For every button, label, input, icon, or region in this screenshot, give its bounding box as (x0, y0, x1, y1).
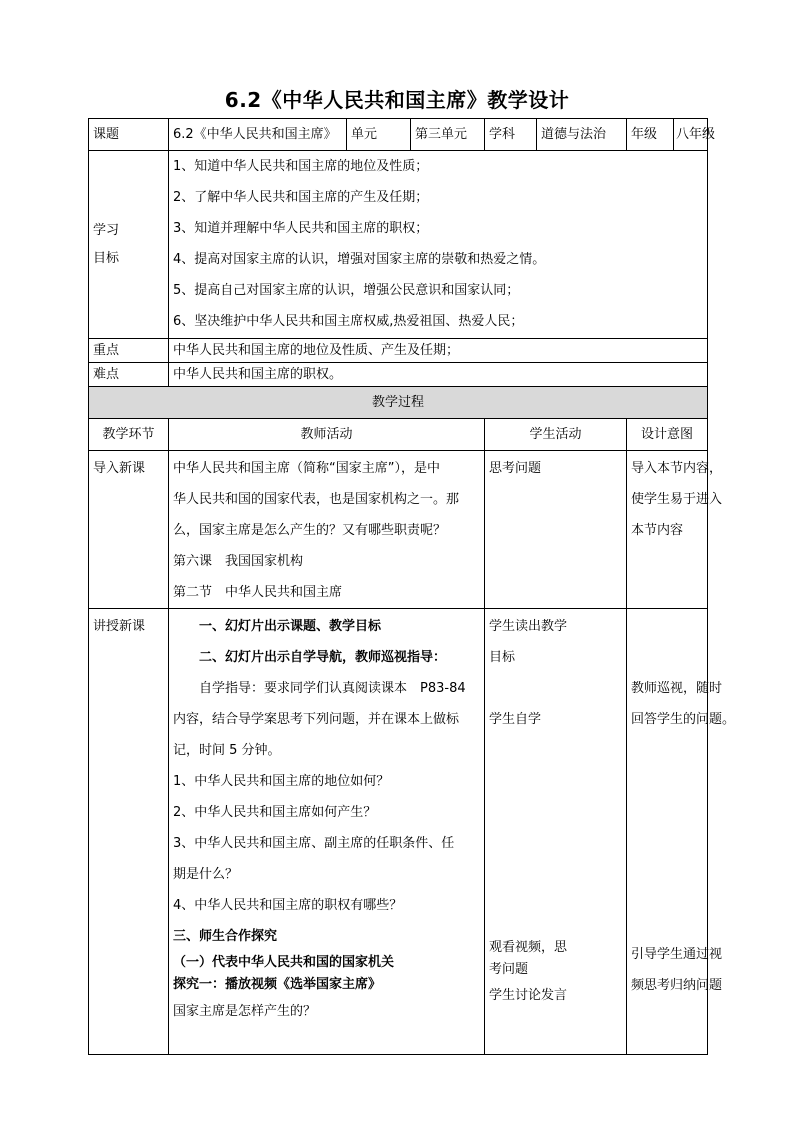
lecture-question-3b: 期是什么？ (173, 867, 239, 882)
lecture-question-3a: 3、中华人民共和国主席、副主席的任职条件、任 (173, 836, 455, 851)
grade-label: 年级 (627, 119, 674, 151)
lecture-student (485, 609, 627, 1055)
process-heading-row (89, 387, 708, 419)
intro-teacher-line: 第二节 中华人民共和国主席 (173, 585, 343, 600)
lecture-question-1: 1、中华人民共和国主席的地位如何？ (173, 774, 390, 789)
lecture-row (89, 609, 708, 1055)
goal-item: 5、提高自己对国家主席的认识，增强公民意识和国家认同； (173, 283, 520, 298)
intro-teacher-line: 么，国家主席是怎么产生的？又有哪些职责呢？ (173, 523, 447, 538)
lecture-student-3 (489, 937, 567, 1007)
intro-stage: 导入新课 (89, 451, 169, 609)
lecture-student-4: 学生讨论发言 (489, 988, 568, 1003)
header-row (89, 119, 708, 151)
process-heading: 教学过程 (89, 387, 708, 419)
intro-teacher-line: 第六课 我国国家机构 (173, 554, 304, 569)
lecture-student-3b: 考问题 (489, 962, 529, 977)
difficult-point-value: 中华人民共和国主席的职权。 (169, 363, 708, 387)
key-point-row (89, 339, 708, 363)
intro-teacher (169, 451, 485, 609)
unit-label: 单元 (347, 119, 411, 151)
goals-row (89, 151, 708, 339)
key-point-label: 重点 (89, 339, 169, 363)
intro-design-line: 使学生易于进入 (631, 492, 723, 507)
goal-item: 2、了解中华人民共和国主席的产生及任期； (173, 190, 429, 205)
process-columns-row (89, 419, 708, 451)
lecture-guide-2: 内容，结合导学案思考下列问题，并在课本上做标 (173, 712, 460, 727)
intro-teacher-line: 华人民共和国的国家代表，也是国家机构之一。那 (173, 492, 460, 507)
goal-item: 4、提高对国家主席的认识，增强对国家主席的崇敬和热爱之情。 (173, 252, 546, 267)
col-stage: 教学环节 (89, 419, 169, 451)
intro-design-line: 导入本节内容， (631, 461, 723, 476)
subject-label: 学科 (485, 119, 537, 151)
difficult-point-row (89, 363, 708, 387)
intro-teacher-line: 中华人民共和国主席（简称“国家主席”），是中 (173, 461, 440, 476)
unit-value: 第三单元 (411, 119, 485, 151)
lecture-teacher (169, 609, 485, 1055)
lecture-step-1: 一、幻灯片出示课题、教学目标 (199, 619, 382, 634)
difficult-point-label: 难点 (89, 363, 169, 387)
lecture-design-1a: 教师巡视，随时 (631, 681, 723, 696)
lecture-design-2b: 频思考归纳问题 (631, 978, 723, 993)
col-design: 设计意图 (627, 419, 708, 451)
intro-row (89, 451, 708, 609)
key-point-value: 中华人民共和国主席的地位及性质、产生及任期； (169, 339, 708, 363)
document-title: 6.2《中华人民共和国主席》教学设计 (224, 88, 570, 112)
intro-student: 思考问题 (485, 451, 627, 609)
lecture-guide-1: 自学指导：要求同学们认真阅读课本 P83-84 (199, 681, 466, 696)
lecture-student-3a: 观看视频，思 (489, 940, 568, 955)
col-teacher: 教师活动 (169, 419, 485, 451)
goals-label-line2: 目标 (93, 250, 120, 266)
lecture-question-2: 2、中华人民共和国主席如何产生？ (173, 805, 377, 820)
lecture-step-2: 二、幻灯片出示自学导航，教师巡视指导： (199, 650, 447, 665)
intro-design-line: 本节内容 (631, 523, 684, 538)
lecture-stage: 讲授新课 (89, 609, 169, 1055)
lecture-student-1b: 目标 (489, 650, 516, 665)
lecture-design-2a: 引导学生通过视 (631, 947, 723, 962)
lesson-plan-table (88, 118, 736, 1055)
lecture-step-3: 三、师生合作探究 (173, 929, 278, 944)
lecture-design (627, 609, 736, 1055)
lecture-section-1: （一）代表中华人民共和国的国家机关 (173, 955, 395, 970)
col-student: 学生活动 (485, 419, 627, 451)
lecture-student-2: 学生自学 (489, 712, 542, 727)
lecture-student-1a: 学生读出教学 (489, 619, 568, 634)
goal-item: 1、知道中华人民共和国主席的地位及性质； (173, 159, 429, 174)
lecture-explore-1: 探究一：播放视频《选举国家主席》 (173, 977, 382, 992)
goals-label-line1: 学习 (93, 222, 120, 238)
grade-value: 八年级 (674, 119, 708, 151)
lecture-design-2 (631, 939, 722, 1001)
goal-item: 6、坚决维护中华人民共和国主席权威,热爱祖国、热爱人民； (173, 314, 524, 329)
topic-value: 6.2《中华人民共和国主席》 (169, 119, 347, 151)
goal-item: 3、知道并理解中华人民共和国主席的职权； (173, 221, 429, 236)
goals-label (89, 151, 169, 339)
lecture-explore-question: 国家主席是怎样产生的？ (173, 1004, 317, 1019)
intro-design (627, 451, 723, 609)
lecture-question-4: 4、中华人民共和国主席的职权有哪些？ (173, 898, 403, 913)
subject-value: 道德与法治 (537, 119, 627, 151)
lecture-guide-3: 记，时间 5 分钟。 (173, 743, 281, 758)
lecture-design-1b: 回答学生的问题。 (631, 712, 736, 727)
topic-label: 课题 (89, 119, 169, 151)
goals-list (169, 151, 708, 339)
